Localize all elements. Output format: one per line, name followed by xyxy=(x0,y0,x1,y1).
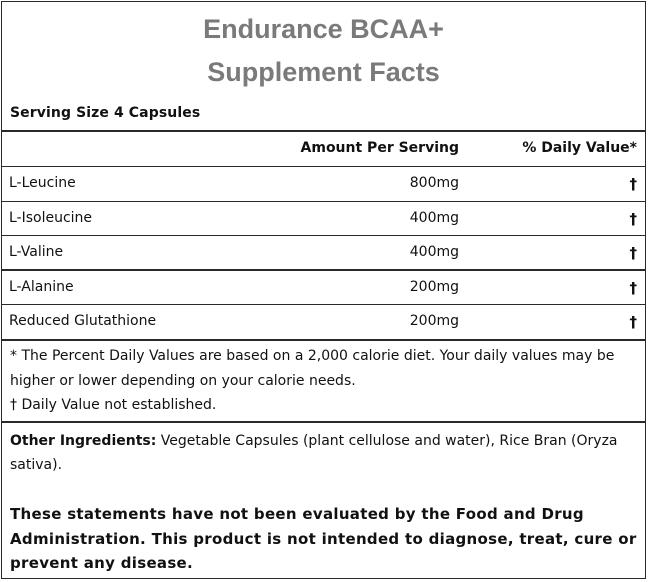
ingredient-name: Reduced Glutathione xyxy=(9,313,157,329)
ingredient-amount: 200mg xyxy=(409,313,459,329)
other-ingredients-text: Vegetable Capsules (plant cellulose and water), Rice Bran (Oryza sativa). xyxy=(10,433,618,473)
supplement-facts-panel xyxy=(1,1,646,579)
ingredient-amount: 400mg xyxy=(409,210,459,226)
ingredient-amount: 800mg xyxy=(409,175,459,191)
ingredient-amount: 200mg xyxy=(409,279,459,295)
ingredient-name: L-Isoleucine xyxy=(9,210,93,226)
ingredient-name: L-Valine xyxy=(9,244,64,260)
daily-value-mark: † xyxy=(629,244,637,262)
divider xyxy=(2,421,645,423)
dagger-note: † Daily Value not established. xyxy=(10,397,217,413)
table-row xyxy=(2,202,645,236)
daily-value-column-header: % Daily Value* xyxy=(522,140,637,156)
daily-value-mark: † xyxy=(629,175,637,193)
other-ingredients-label: Other Ingredients: xyxy=(10,433,157,449)
other-ingredients xyxy=(10,429,642,477)
divider xyxy=(2,130,645,132)
table-row xyxy=(2,271,645,305)
daily-value-mark: † xyxy=(629,210,637,228)
serving-size: Serving Size 4 Capsules xyxy=(10,105,201,121)
daily-value-mark: † xyxy=(629,313,637,331)
table-row xyxy=(2,236,645,270)
ingredient-name: L-Alanine xyxy=(9,279,74,295)
amount-column-header: Amount Per Serving xyxy=(300,140,459,156)
footnotes xyxy=(10,344,642,418)
ingredient-amount: 400mg xyxy=(409,244,459,260)
daily-value-mark: † xyxy=(629,279,637,297)
table-row xyxy=(2,167,645,201)
percent-daily-value-note: * The Percent Daily Values are based on a 2,000 calorie diet. Your daily values may be higher or lower depending on your calorie needs. xyxy=(10,348,615,389)
product-title: Endurance BCAA+ xyxy=(203,14,444,44)
facts-heading: Supplement Facts xyxy=(207,57,440,87)
fda-disclaimer: These statements have not been evaluated by the Food and Drug Administration. This product is not intended to diagnose, treat, cure or prevent any disease. xyxy=(10,505,637,572)
ingredient-name: L-Leucine xyxy=(9,175,76,191)
table-row xyxy=(2,305,645,339)
divider xyxy=(2,339,645,341)
